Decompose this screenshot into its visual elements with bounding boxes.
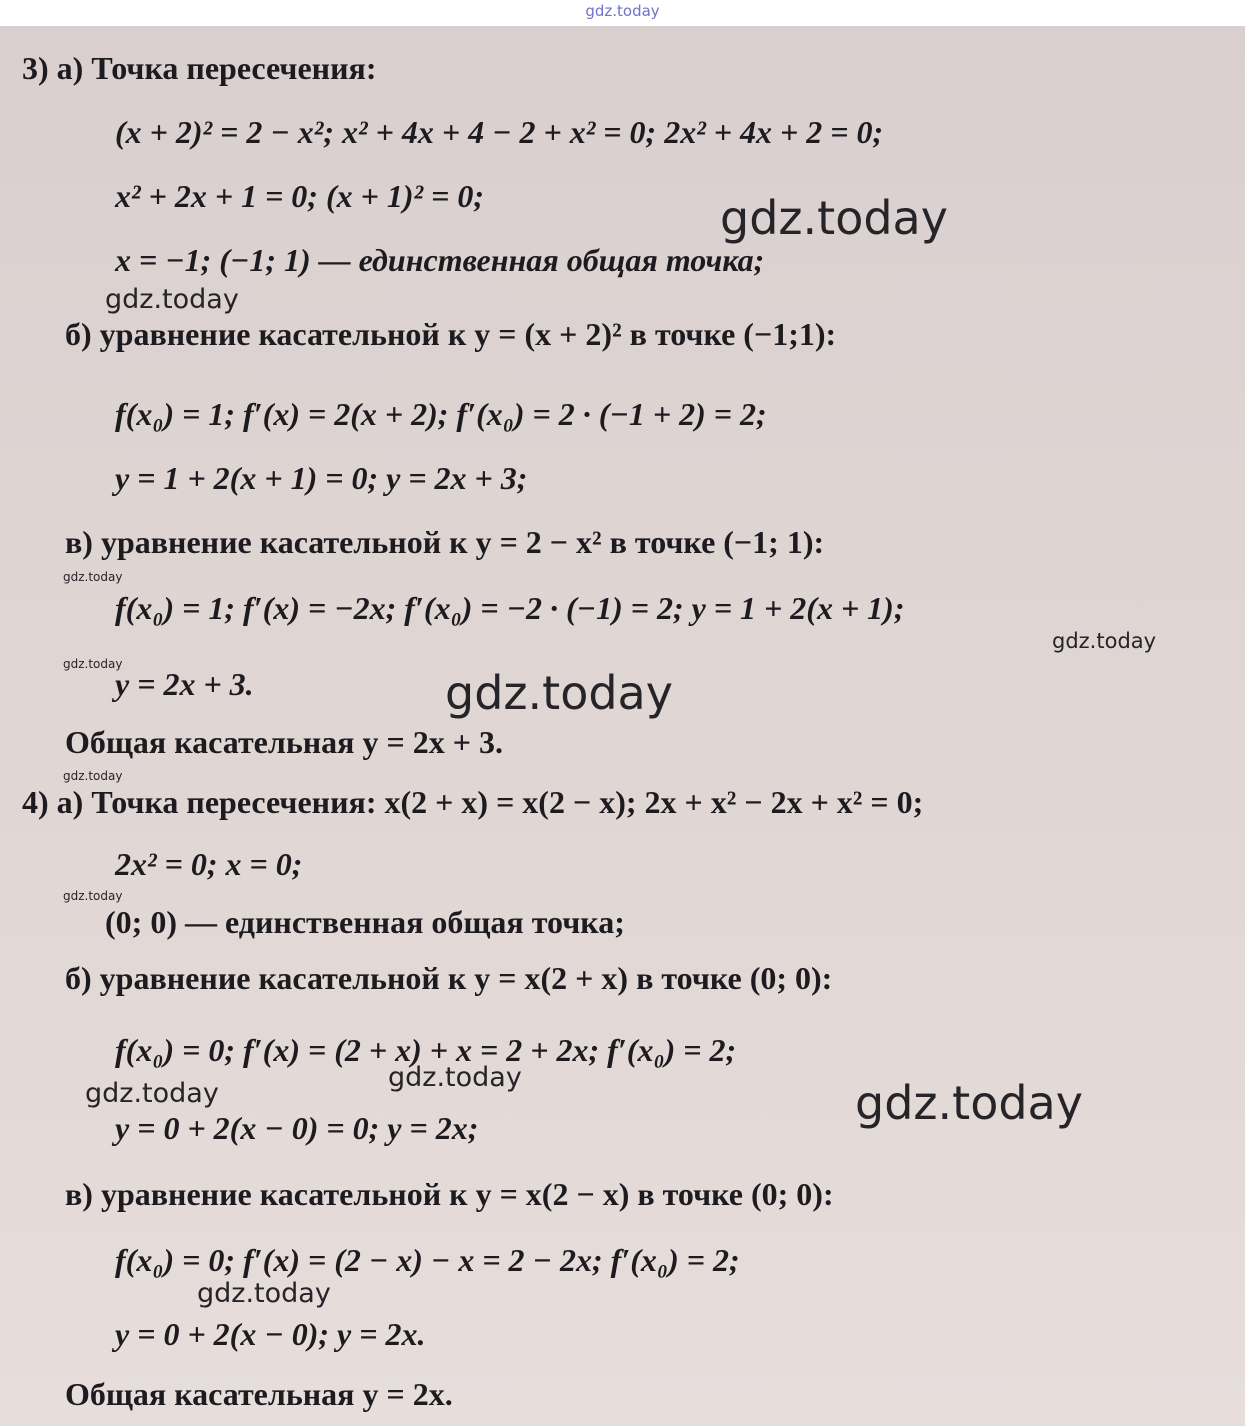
- equation-line: y = 2x + 3.: [115, 666, 254, 702]
- problem-4-part-a-heading: 4) а) Точка пересечения: x(2 + x) = x(2 − x); 2x + x² − 2x + x² = 0;: [22, 784, 924, 820]
- watermark: gdz.today: [388, 1062, 522, 1093]
- equation-line: y = 0 + 2(x − 0) = 0; y = 2x;: [115, 1110, 479, 1146]
- watermark: gdz.today: [720, 191, 948, 245]
- problem-4-part-c-heading: в) уравнение касательной к y = x(2 − x) в точке (0; 0):: [65, 1176, 834, 1212]
- equation-line: 2x² = 0; x = 0;: [115, 846, 303, 882]
- equation-line: f(x₀) = 0; f′(x) = (2 + x) + x = 2 + 2x; f′(x₀) = 2;: [115, 1032, 737, 1068]
- watermark: gdz.today: [85, 1078, 219, 1109]
- equation-line: f(x₀) = 1; f′(x) = −2x; f′(x₀) = −2 · (−1) = 2; y = 1 + 2(x + 1);: [115, 590, 905, 626]
- equation-line: y = 1 + 2(x + 1) = 0; y = 2x + 3;: [115, 460, 528, 496]
- equation-line: (x + 2)² = 2 − x²; x² + 4x + 4 − 2 + x² = 0; 2x² + 4x + 2 = 0;: [115, 114, 884, 150]
- watermark: gdz.today: [63, 570, 123, 584]
- watermark: gdz.today: [197, 1278, 331, 1309]
- unique-point-line: (0; 0) — единственная общая точка;: [105, 904, 625, 940]
- equation-line: x² + 2x + 1 = 0; (x + 1)² = 0;: [115, 178, 484, 214]
- problem-4-part-b-heading: б) уравнение касательной к y = x(2 + x) в точке (0; 0):: [65, 960, 833, 996]
- problem-3-part-b-heading: б) уравнение касательной к y = (x + 2)² в точке (−1;1):: [65, 316, 837, 352]
- watermark: gdz.today: [63, 657, 123, 671]
- equation-line: f(x₀) = 0; f′(x) = (2 − x) − x = 2 − 2x; f′(x₀) = 2;: [115, 1242, 740, 1278]
- watermark: gdz.today: [105, 284, 239, 315]
- problem-3-part-a-heading: 3) а) Точка пересечения:: [22, 50, 377, 86]
- equation-line: y = 0 + 2(x − 0); y = 2x.: [115, 1316, 426, 1352]
- watermark: gdz.today: [63, 769, 123, 783]
- watermark: gdz.today: [855, 1076, 1083, 1130]
- watermark: gdz.today: [445, 666, 673, 720]
- problem-3-part-c-heading: в) уравнение касательной к y = 2 − x² в точке (−1; 1):: [65, 524, 825, 560]
- watermark: gdz.today: [63, 889, 123, 903]
- problem-4-conclusion: Общая касательная y = 2x.: [65, 1376, 453, 1412]
- site-label: gdz.today: [585, 2, 660, 20]
- problem-3-conclusion: Общая касательная y = 2x + 3.: [65, 724, 503, 760]
- scanned-page: [0, 26, 1245, 1426]
- equation-line: x = −1; (−1; 1) — единственная общая точка;: [115, 242, 765, 278]
- equation-line: f(x₀) = 1; f′(x) = 2(x + 2); f′(x₀) = 2 · (−1 + 2) = 2;: [115, 396, 767, 432]
- watermark: gdz.today: [1052, 629, 1157, 653]
